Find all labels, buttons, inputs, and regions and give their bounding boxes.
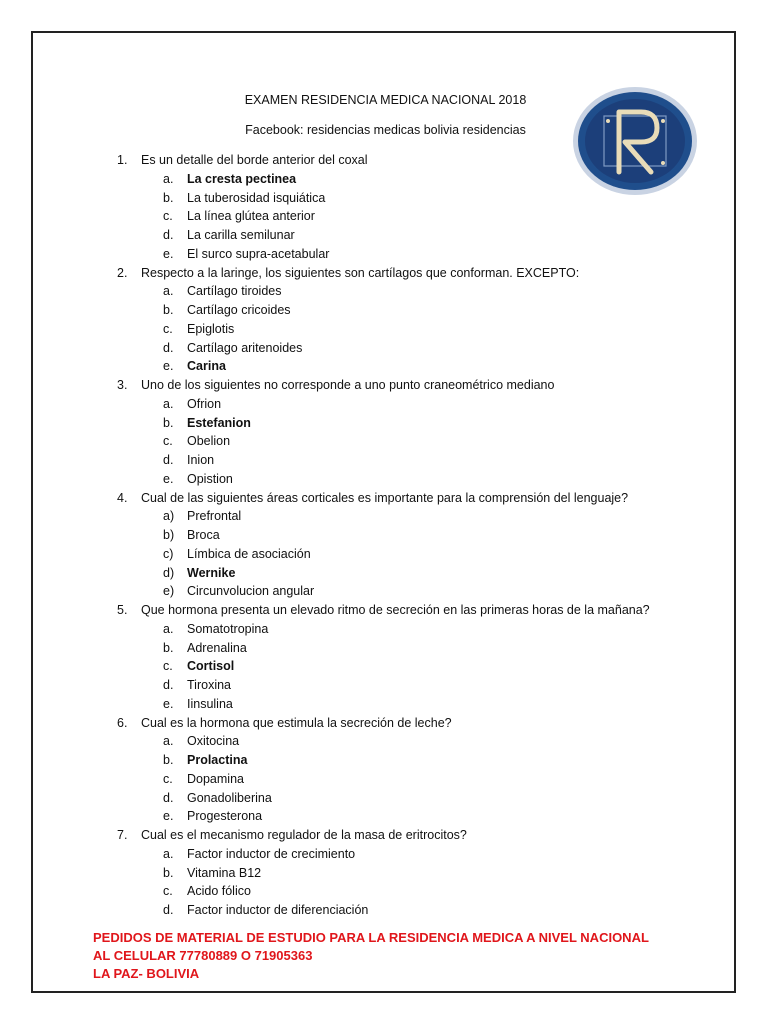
question-text: Que hormona presenta un elevado ritmo de secreción en las primeras horas de la mañana? [141, 603, 650, 617]
option-letter: c) [163, 546, 174, 561]
option-text: Adrenalina [187, 640, 247, 655]
option-letter: b. [163, 640, 174, 655]
option-1-1 [163, 172, 296, 186]
option-3-1 [163, 397, 221, 411]
option-text: Dopamina [187, 771, 244, 786]
option-letter: a. [163, 284, 174, 299]
option-text: Factor inductor de crecimiento [187, 846, 356, 861]
option-text: Somatotropina [187, 621, 269, 636]
option-letter: b. [163, 415, 174, 430]
option-letter: c. [163, 209, 173, 224]
option-5-3 [163, 659, 234, 673]
option-letter: e) [163, 584, 175, 599]
option-3-3 [163, 434, 230, 448]
option-text: La carilla semilunar [187, 228, 295, 242]
logo-dot-icon [661, 161, 665, 165]
question-number: 4. [117, 490, 128, 505]
logo-dot-icon [661, 119, 665, 123]
question-text: Cual de las siguientes áreas corticales es importante para la comprensión del lenguaje? [141, 490, 629, 505]
option-text: Tiroxina [187, 678, 231, 692]
option-3-2 [163, 416, 251, 430]
option-letter: c. [163, 321, 173, 336]
option-2-3 [163, 322, 234, 336]
option-7-2 [163, 866, 261, 880]
option-3-4 [163, 453, 214, 467]
option-letter: d) [163, 565, 175, 580]
option-letter: b) [163, 528, 175, 542]
question-text: Cual es la hormona que estimula la secreción de leche? [141, 715, 452, 730]
option-text: Iinsulina [187, 696, 233, 711]
option-text: Cortisol [187, 659, 235, 674]
option-4-2 [163, 528, 220, 542]
option-text: El surco supra-acetabular [187, 246, 330, 261]
option-letter: b. [163, 865, 174, 880]
option-letter: d. [163, 453, 174, 467]
option-1-2 [163, 191, 325, 205]
option-text: Opistion [187, 471, 233, 486]
option-text: Prolactina [187, 753, 248, 767]
option-letter: d. [163, 340, 174, 355]
option-text: Carina [187, 359, 226, 374]
footer-phone: AL CELULAR 77780889 O 71905363 [93, 948, 313, 963]
option-2-2 [163, 303, 291, 317]
option-letter: d. [163, 790, 174, 805]
option-letter: a. [163, 734, 174, 749]
option-4-3 [163, 547, 311, 561]
option-text: Obelion [187, 434, 231, 449]
option-text: Prefrontal [187, 509, 242, 524]
question-3 [117, 378, 554, 392]
question-number: 6. [117, 715, 128, 730]
option-text: Factor inductor de diferenciación [187, 903, 369, 917]
option-letter: e. [163, 809, 174, 824]
question-number: 2. [117, 265, 128, 280]
question-6 [117, 716, 452, 730]
option-letter: c. [163, 771, 173, 786]
option-text: Acido fólico [187, 884, 251, 899]
question-text: Es un detalle del borde anterior del coxal [141, 153, 368, 167]
option-text: La tuberosidad isquiática [187, 190, 326, 205]
option-6-4 [163, 791, 272, 805]
option-letter: e. [163, 359, 174, 374]
question-4 [117, 491, 628, 505]
question-text: Uno de los siguientes no corresponde a uno punto craneométrico mediano [141, 378, 555, 392]
document-page [31, 31, 736, 993]
option-7-4 [163, 903, 368, 917]
option-text: Gonadoliberina [187, 790, 272, 805]
option-text: Vitamina B12 [187, 865, 262, 880]
facebook-line: Facebook: residencias medicas bolivia residencias [245, 123, 526, 137]
logo-dot-icon [606, 119, 610, 123]
document-title: EXAMEN RESIDENCIA MEDICA NACIONAL 2018 [244, 93, 527, 107]
option-letter: e. [163, 696, 174, 711]
option-5-4 [163, 678, 231, 692]
option-letter: d. [163, 678, 174, 692]
option-text: Cartílago aritenoides [187, 340, 303, 355]
option-letter: d. [163, 228, 174, 242]
option-text: Límbica de asociación [187, 546, 311, 561]
option-text: La cresta pectinea [187, 171, 297, 186]
option-text: Circunvolucion angular [187, 584, 315, 599]
option-text: Wernike [187, 565, 236, 580]
option-letter: a) [163, 509, 175, 524]
question-2 [117, 266, 579, 280]
option-7-1 [163, 847, 355, 861]
question-5 [117, 603, 650, 617]
question-number: 1. [117, 153, 128, 167]
option-letter: c. [163, 884, 173, 899]
question-number: 7. [117, 828, 128, 842]
question-1 [117, 153, 368, 167]
option-1-5 [163, 247, 329, 261]
option-letter: b. [163, 190, 174, 205]
question-7 [117, 828, 467, 842]
option-letter: a. [163, 171, 174, 186]
option-text: Cartílago cricoides [187, 303, 291, 317]
option-6-2 [163, 753, 247, 767]
option-5-2 [163, 641, 247, 655]
option-7-3 [163, 884, 251, 898]
option-letter: b. [163, 753, 174, 767]
option-6-3 [163, 772, 244, 786]
option-4-4 [163, 566, 235, 580]
footer-line-1: PEDIDOS DE MATERIAL DE ESTUDIO PARA LA RESIDENCIA MEDICA A NIVEL NACIONAL [93, 930, 649, 945]
option-text: Inion [187, 453, 215, 467]
option-text: Epiglotis [187, 321, 235, 336]
footer-location: LA PAZ- BOLIVIA [93, 966, 200, 981]
option-letter: a. [163, 621, 174, 636]
question-number: 3. [117, 378, 128, 392]
question-number: 5. [117, 603, 128, 617]
option-letter: c. [163, 434, 173, 449]
option-5-1 [163, 622, 268, 636]
option-2-5 [163, 359, 226, 373]
option-letter: b. [163, 303, 174, 317]
option-letter: c. [163, 659, 173, 674]
question-text: Cual es el mecanismo regulador de la masa de eritrocitos? [141, 828, 467, 842]
option-3-5 [163, 472, 233, 486]
option-text: Ofrion [187, 396, 222, 411]
option-1-3 [163, 209, 315, 223]
option-text: Estefanion [187, 415, 251, 430]
option-text: Cartílago tiroides [187, 284, 282, 299]
option-text: Oxitocina [187, 734, 240, 749]
option-text: La línea glútea anterior [187, 209, 315, 224]
residencia-logo [571, 85, 699, 197]
option-letter: e. [163, 246, 174, 261]
option-text: Broca [187, 528, 220, 542]
option-4-1 [163, 509, 241, 523]
option-4-5 [163, 584, 314, 598]
option-letter: e. [163, 471, 174, 486]
option-2-1 [163, 284, 282, 298]
option-letter: a. [163, 846, 174, 861]
option-1-4 [163, 228, 295, 242]
option-5-5 [163, 697, 233, 711]
option-letter: d. [163, 903, 174, 917]
option-2-4 [163, 341, 302, 355]
question-text: Respecto a la laringe, los siguientes son cartílagos que conforman. EXCEPTO: [141, 265, 580, 280]
option-letter: a. [163, 396, 174, 411]
option-text: Progesterona [187, 809, 263, 824]
option-6-5 [163, 809, 262, 823]
option-6-1 [163, 734, 239, 748]
